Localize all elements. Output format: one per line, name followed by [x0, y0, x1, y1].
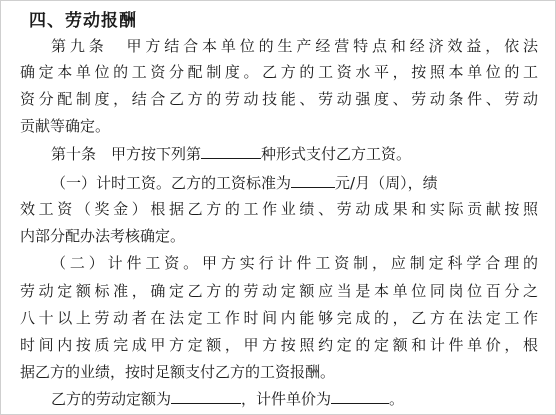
labor-quota-blank[interactable] [171, 389, 241, 404]
quota-line [20, 389, 404, 409]
item2-line5: 据乙方的业绩，按时足额支付乙方的工资报酬。 [20, 363, 336, 381]
article10-line [20, 144, 411, 164]
payment-form-blank[interactable] [201, 144, 261, 159]
item1-suffix: 元/月（周），绩 [335, 174, 438, 192]
section-title: 四、劳动报酬 [29, 11, 137, 31]
article9-line3: 资分配制度，结合乙方的劳动技能、劳动强度、劳动条件、劳动 [20, 90, 538, 108]
article9-line4: 贡献等确定。 [20, 117, 111, 135]
article10-suffix: 种形式支付乙方工资。 [261, 145, 412, 163]
article10-prefix: 第十条 甲方按下列第 [51, 145, 202, 163]
quota-suffix: 。 [389, 390, 405, 408]
item2-line4: 时间内按质完成甲方定额，甲方按照约定的定额和计件单价，根 [20, 336, 538, 354]
item2-line2: 劳动定额标准，确定乙方的劳动定额应当是本单位同岗位百分之 [20, 282, 538, 300]
article9-line2: 确定本单位的工资分配制度。乙方的工资水平，按照本单位的工 [20, 63, 538, 81]
item2-line1: （二）计件工资。甲方实行计件工资制，应制定科学合理的 [51, 254, 538, 272]
quota-middle: ，计件单价为 [241, 390, 332, 408]
item1-line1 [20, 173, 438, 193]
hourly-wage-blank[interactable] [291, 173, 335, 188]
item2-line3: 八十以上劳动者在法定工作时间内能够完成的，乙方在法定工作 [20, 309, 538, 327]
item1-prefix: （一）计时工资。乙方的工资标准为 [51, 174, 292, 192]
piece-rate-blank[interactable] [331, 389, 389, 404]
quota-prefix: 乙方的劳动定额为 [51, 390, 172, 408]
item1-line3: 内部分配办法考核确定。 [20, 227, 186, 245]
article9-line1: 第九条 甲方结合本单位的生产经营特点和经济效益，依法 [51, 37, 538, 55]
item1-line2: 效工资（奖金）根据乙方的工作业绩、劳动成果和实际贡献按照 [20, 200, 538, 218]
